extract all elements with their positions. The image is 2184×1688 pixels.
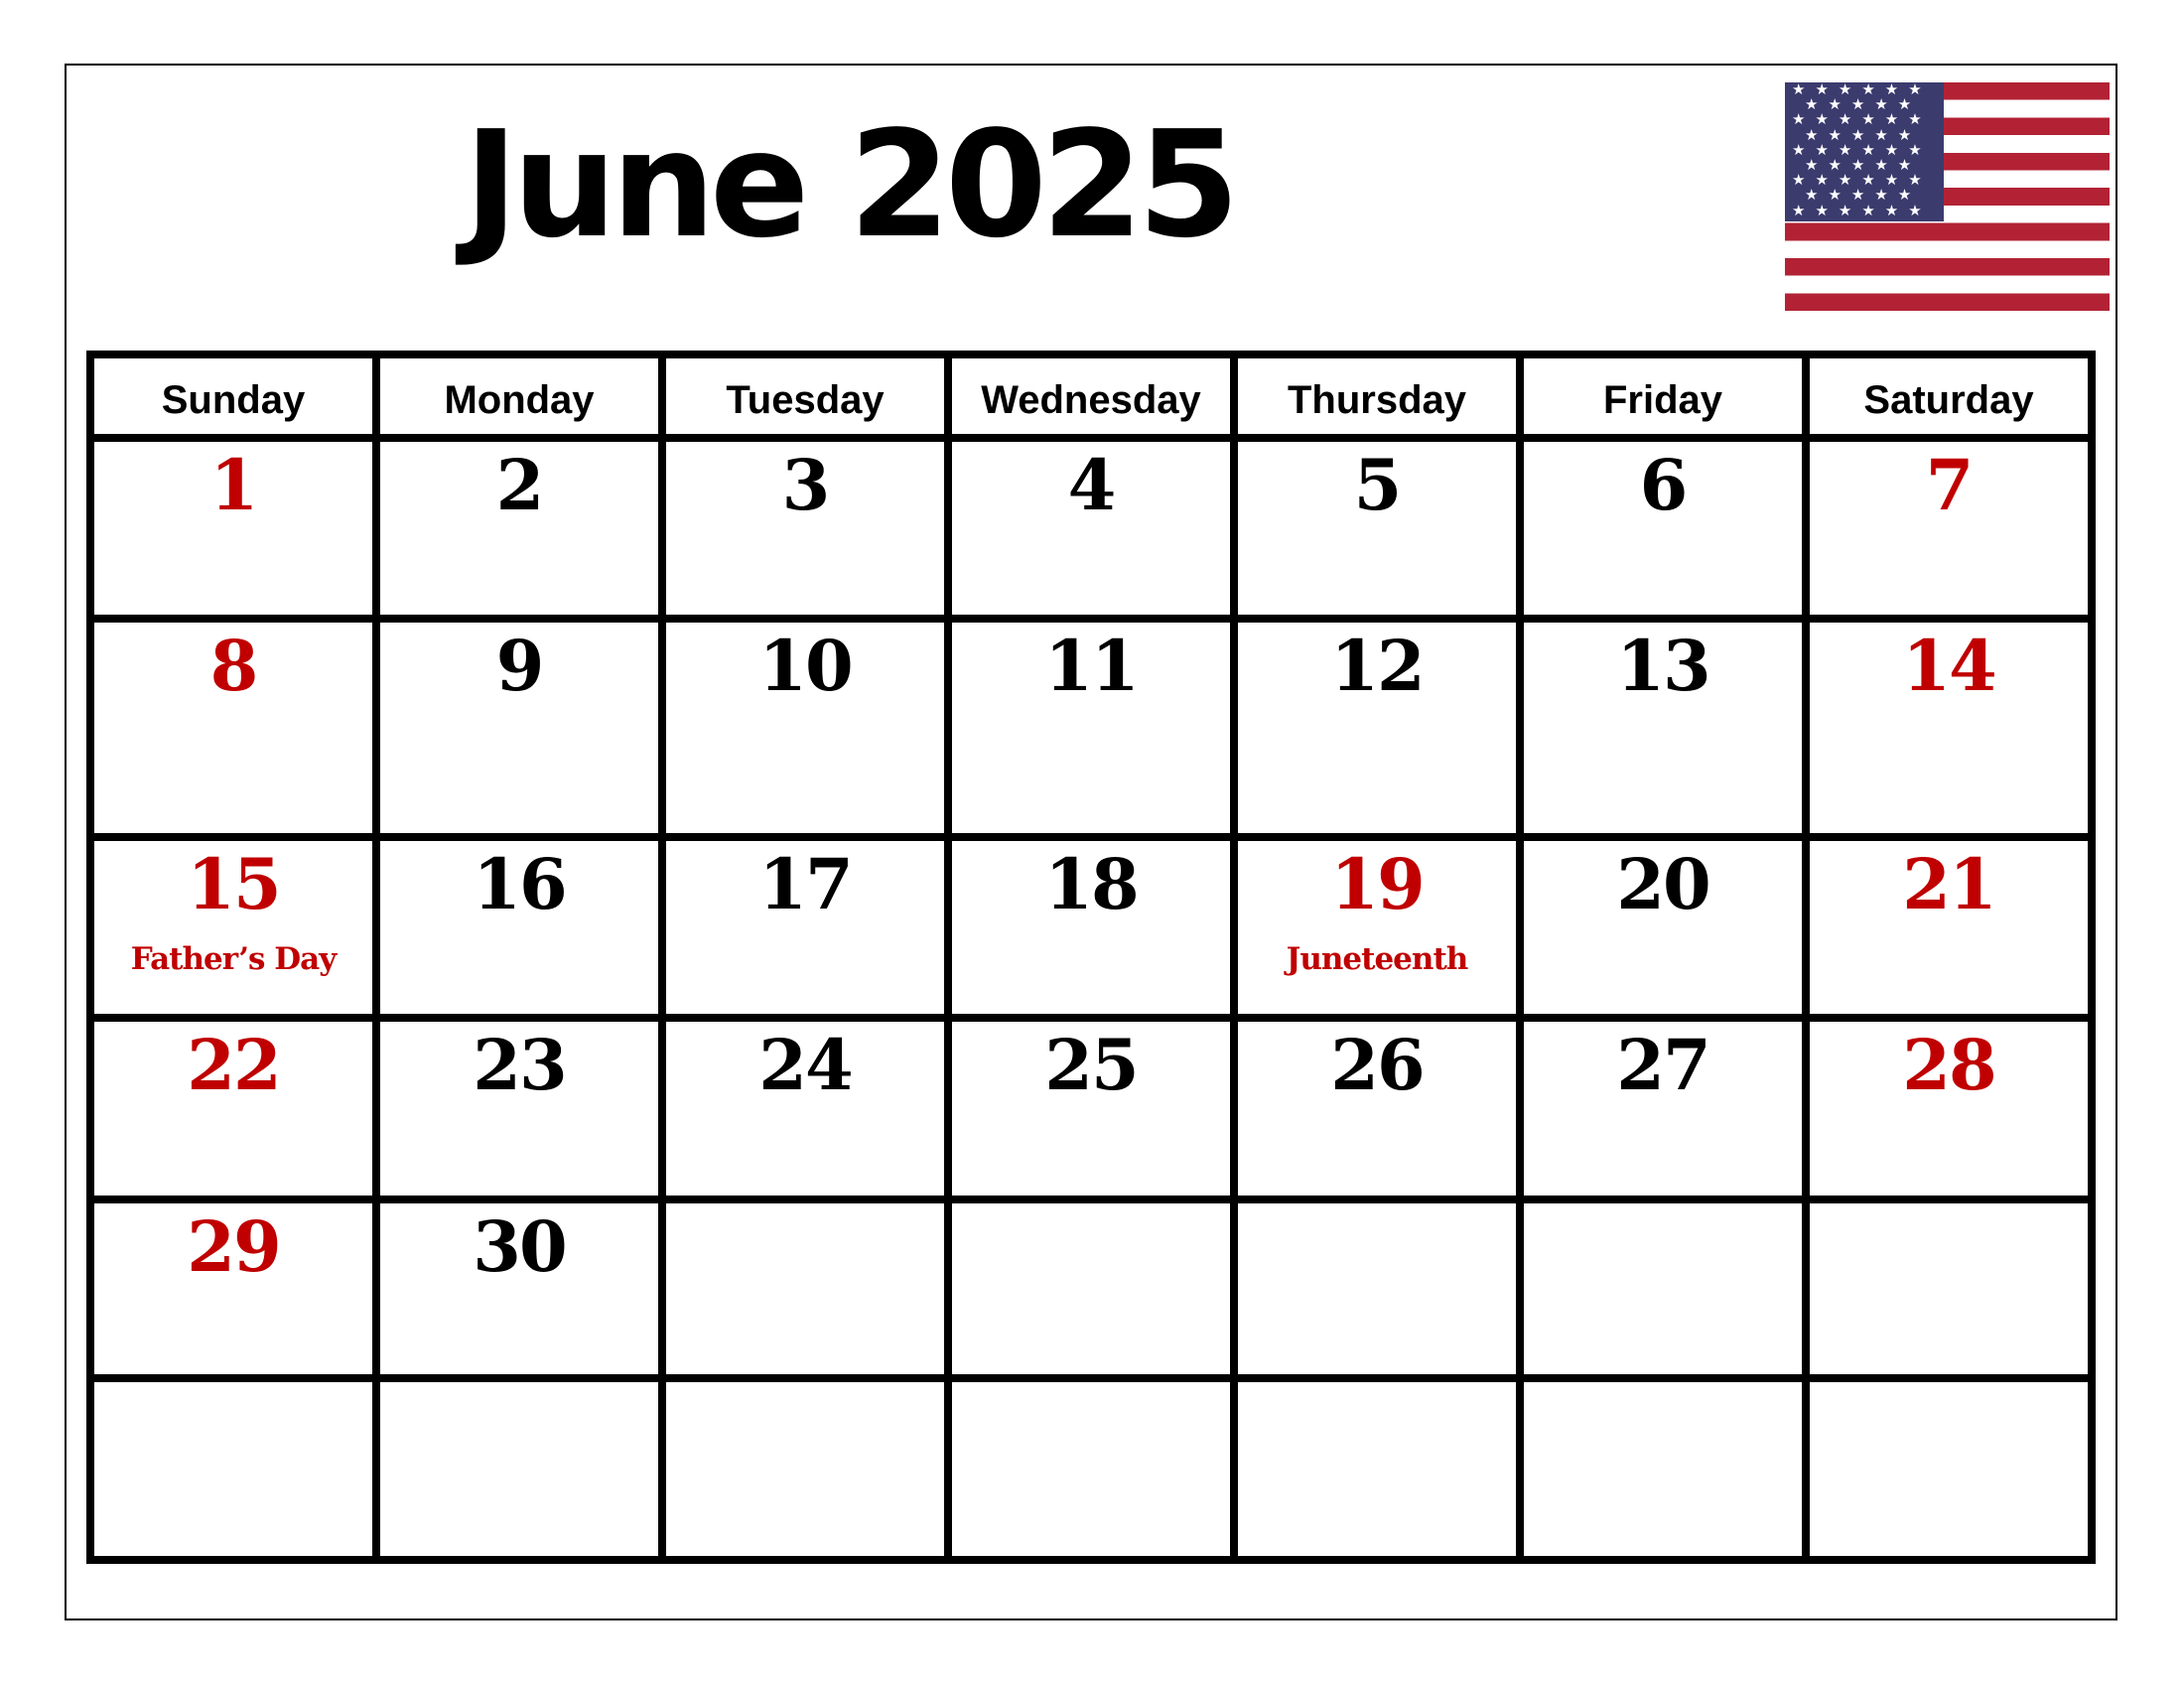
- day-cell-13: [1520, 619, 1806, 837]
- day-number: 7: [1925, 444, 1973, 526]
- empty-day-cell: [376, 1378, 662, 1560]
- day-cell-22: [90, 1018, 376, 1199]
- empty-day-cell: [90, 1378, 376, 1560]
- day-cell-8: [90, 619, 376, 837]
- weekday-header-thursday: Thursday: [1234, 354, 1520, 438]
- day-number: 2: [495, 444, 543, 526]
- weekday-header-wednesday: Wednesday: [948, 354, 1234, 438]
- weekday-header-saturday: Saturday: [1806, 354, 2092, 438]
- day-cell-14: [1806, 619, 2092, 837]
- calendar-grid: [86, 351, 2096, 1564]
- calendar-week-row: [90, 837, 2092, 1018]
- day-number: 6: [1639, 444, 1687, 526]
- empty-day-cell: [662, 1199, 948, 1378]
- empty-day-cell: [1234, 1378, 1520, 1560]
- day-cell-9: [376, 619, 662, 837]
- day-cell-28: [1806, 1018, 2092, 1199]
- day-number: 27: [1616, 1024, 1709, 1106]
- us-flag-icon: [1785, 82, 2110, 311]
- day-cell-15: [90, 837, 376, 1018]
- day-cell-27: [1520, 1018, 1806, 1199]
- calendar-grid-body: [90, 438, 2092, 1560]
- day-number: 25: [1044, 1024, 1138, 1106]
- day-number: 13: [1616, 625, 1709, 707]
- day-number: 30: [473, 1205, 566, 1288]
- day-cell-1: [90, 438, 376, 619]
- day-number: 12: [1330, 625, 1424, 707]
- day-number: 8: [209, 625, 257, 707]
- day-number: 15: [187, 843, 280, 925]
- day-number: 29: [187, 1205, 280, 1288]
- day-number: 18: [1044, 843, 1138, 925]
- empty-day-cell: [948, 1378, 1234, 1560]
- empty-day-cell: [1806, 1378, 2092, 1560]
- day-cell-12: [1234, 619, 1520, 837]
- flag-star-row: ★★★★★: [1805, 126, 1922, 144]
- day-number: 5: [1353, 444, 1401, 526]
- weekday-header-friday: Friday: [1520, 354, 1806, 438]
- empty-day-cell: [948, 1199, 1234, 1378]
- flag-canton: [1785, 82, 1944, 221]
- day-cell-24: [662, 1018, 948, 1199]
- calendar-week-row: [90, 438, 2092, 619]
- day-number: 19: [1330, 843, 1424, 925]
- day-cell-18: [948, 837, 1234, 1018]
- day-number: 14: [1902, 625, 1995, 707]
- day-cell-29: [90, 1199, 376, 1378]
- calendar-week-row: [90, 619, 2092, 837]
- day-number: 24: [758, 1024, 852, 1106]
- day-cell-11: [948, 619, 1234, 837]
- holiday-label: Juneteenth: [1286, 941, 1468, 978]
- day-number: 21: [1902, 843, 1995, 925]
- day-cell-21: [1806, 837, 2092, 1018]
- weekday-header-monday: Monday: [376, 354, 662, 438]
- empty-day-cell: [662, 1378, 948, 1560]
- day-cell-3: [662, 438, 948, 619]
- day-number: 22: [187, 1024, 280, 1106]
- day-cell-6: [1520, 438, 1806, 619]
- calendar-week-row: [90, 1378, 2092, 1560]
- day-cell-17: [662, 837, 948, 1018]
- holiday-label: Father’s Day: [130, 941, 337, 978]
- day-cell-19: [1234, 837, 1520, 1018]
- day-number: 23: [473, 1024, 566, 1106]
- flag-star-row: ★★★★★★: [1792, 141, 1932, 159]
- empty-day-cell: [1520, 1378, 1806, 1560]
- day-cell-7: [1806, 438, 2092, 619]
- day-cell-2: [376, 438, 662, 619]
- flag-star-row: ★★★★★★: [1792, 172, 1932, 190]
- day-number: 10: [758, 625, 852, 707]
- flag-star-row: ★★★★★★: [1792, 202, 1932, 219]
- day-number: 16: [473, 843, 566, 925]
- calendar-title: June 2025: [464, 99, 1234, 270]
- calendar-week-row: [90, 1018, 2092, 1199]
- day-cell-30: [376, 1199, 662, 1378]
- day-cell-26: [1234, 1018, 1520, 1199]
- weekday-header-tuesday: Tuesday: [662, 354, 948, 438]
- day-cell-23: [376, 1018, 662, 1199]
- flag-star-row: ★★★★★★: [1792, 82, 1932, 98]
- flag-star-row: ★★★★★: [1805, 187, 1922, 205]
- weekday-header-sunday: Sunday: [90, 354, 376, 438]
- flag-star-row: ★★★★★★: [1792, 111, 1932, 129]
- weekday-header-row: [90, 354, 2092, 438]
- day-cell-5: [1234, 438, 1520, 619]
- day-cell-20: [1520, 837, 1806, 1018]
- day-cell-16: [376, 837, 662, 1018]
- calendar-week-row: [90, 1199, 2092, 1378]
- day-number: 1: [209, 444, 257, 526]
- day-cell-4: [948, 438, 1234, 619]
- empty-day-cell: [1234, 1199, 1520, 1378]
- day-cell-25: [948, 1018, 1234, 1199]
- flag-star-row: ★★★★★: [1805, 157, 1922, 175]
- flag-star-row: ★★★★★: [1805, 96, 1922, 114]
- day-number: 9: [495, 625, 543, 707]
- empty-day-cell: [1520, 1199, 1806, 1378]
- day-number: 11: [1044, 625, 1138, 707]
- empty-day-cell: [1806, 1199, 2092, 1378]
- day-cell-10: [662, 619, 948, 837]
- day-number: 3: [781, 444, 829, 526]
- day-number: 28: [1902, 1024, 1995, 1106]
- day-number: 20: [1616, 843, 1709, 925]
- day-number: 26: [1330, 1024, 1424, 1106]
- day-number: 17: [758, 843, 852, 925]
- day-number: 4: [1067, 444, 1115, 526]
